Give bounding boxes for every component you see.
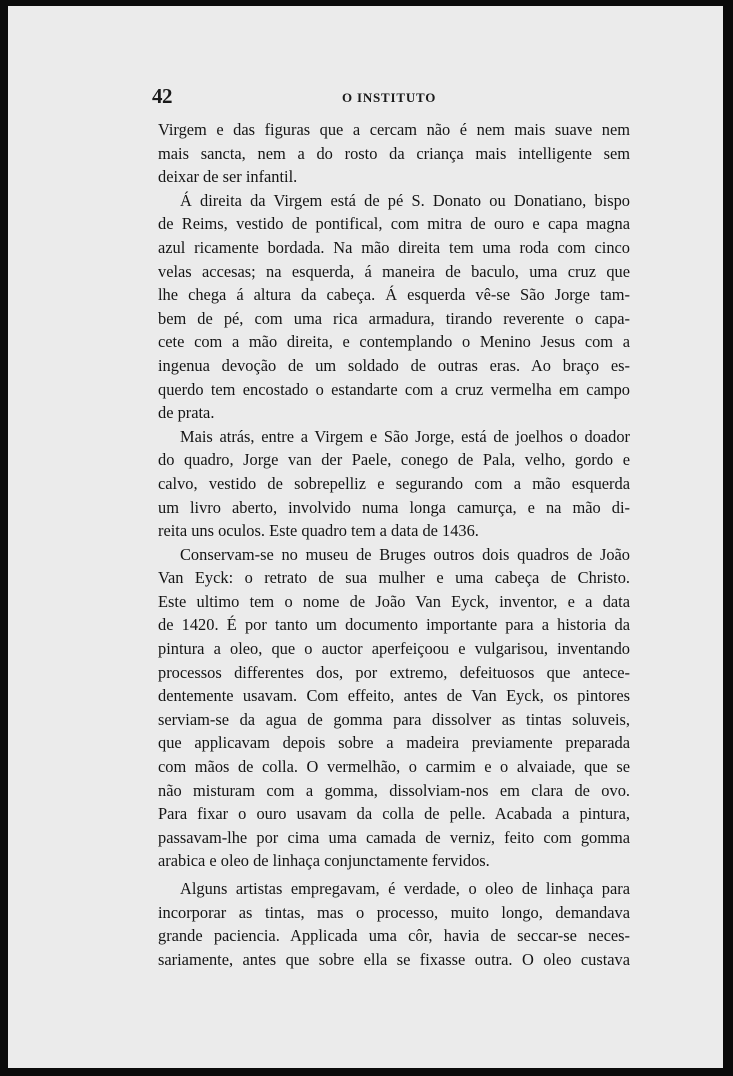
text-line: um livro aberto, involvido numa longa camurça, e na mão di- xyxy=(158,497,630,517)
text-line: velas accesas; na esquerda, á maneira de baculo, uma cruz que xyxy=(158,261,630,281)
text-line: Virgem e das figuras que a cercam não é nem mais suave nem xyxy=(158,120,630,139)
text-line: calvo, vestido de sobrepelliz e segurando com a mão esquerda xyxy=(158,473,630,493)
text-line: de 1420. É por tanto um documento importante para a historia da xyxy=(158,615,630,635)
paragraph xyxy=(158,118,630,189)
text-line: ingenua devoção de um soldado de outras eras. Ao braço es- xyxy=(158,355,630,375)
book-page xyxy=(8,6,723,1068)
text-line: serviam-se da agua de gomma para dissolver as tintas soluveis, xyxy=(158,709,630,729)
text-line: dentemente usavam. Com effeito, antes de Van Eyck, os pintores xyxy=(158,686,630,706)
text-line: processos differentes dos, por extremo, defeituosos que antece- xyxy=(158,662,630,682)
text-line: Conservam-se no museu de Bruges outros dois quadros de João xyxy=(180,544,630,564)
text-line: de prata. xyxy=(158,403,215,423)
text-line: incorporar as tintas, mas o processo, muito longo, demandava xyxy=(158,902,630,922)
text-line: sariamente, antes que sobre ella se fixasse outra. O oleo custava xyxy=(158,949,630,969)
text-line: Alguns artistas empregavam, é verdade, o oleo de linhaça para xyxy=(180,879,630,898)
text-line: de Reims, vestido de pontifical, com mitra de ouro e capa magna xyxy=(158,214,630,234)
page-number: 42 xyxy=(152,84,172,108)
text-line: deixar de ser infantil. xyxy=(158,167,298,187)
paragraph xyxy=(158,189,630,425)
text-line: Este ultimo tem o nome de João Van Eyck, inventor, e a data xyxy=(158,591,630,611)
text-line: bem de pé, com uma rica armadura, tirando reverente o capa- xyxy=(158,308,630,328)
text-line: que applicavam depois sobre a madeira previamente preparada xyxy=(158,733,630,753)
page-header xyxy=(8,78,723,108)
text-line: Van Eyck: o retrato de sua mulher e uma cabeça de Christo. xyxy=(158,568,630,588)
text-line: arabica e oleo de linhaça conjunctamente fervidos. xyxy=(158,851,490,871)
text-line: lhe chega á altura da cabeça. Á esquerda vê-se São Jorge tam- xyxy=(158,285,630,305)
text-line: mais sancta, nem a do rosto da criança mais intelligente sem xyxy=(158,143,630,163)
text-line: do quadro, Jorge van der Paele, conego de Pala, velho, gordo e xyxy=(158,450,630,470)
text-line: com mãos de colla. O vermelhão, o carmim e o alvaiade, que se xyxy=(158,757,630,777)
text-line: Para fixar o ouro usavam da colla de pelle. Acabada a pintura, xyxy=(158,804,630,824)
text-line: cete com a mão direita, e contemplando o Menino Jesus com a xyxy=(158,332,630,352)
text-line: pintura a oleo, que o auctor aperfeiçoou e vulgarisou, inventando xyxy=(158,639,630,659)
text-line: grande paciencia. Applicada uma côr, havia de seccar-se neces- xyxy=(158,926,630,946)
text-line: azul ricamente bordada. Na mão direita tem uma roda com cinco xyxy=(158,237,630,257)
paragraph xyxy=(158,543,630,873)
text-line: não misturam com a gomma, dissolviam-nos em clara de ovo. xyxy=(158,780,630,800)
text-line: Á direita da Virgem está de pé S. Donato ou Donatiano, bispo xyxy=(180,190,630,210)
text-line: reita uns oculos. Este quadro tem a data de 1436. xyxy=(158,521,479,541)
running-title: O INSTITUTO xyxy=(342,90,437,105)
text-line: passavam-lhe por cima uma camada de verniz, feito com gomma xyxy=(158,827,630,847)
body-text xyxy=(158,118,630,971)
paragraph xyxy=(158,425,630,543)
text-line: querdo tem encostado o estandarte com a cruz vermelha em campo xyxy=(158,379,630,399)
text-line: Mais atrás, entre a Virgem e São Jorge, está de joelhos o doador xyxy=(180,426,630,446)
paragraph xyxy=(158,877,630,971)
